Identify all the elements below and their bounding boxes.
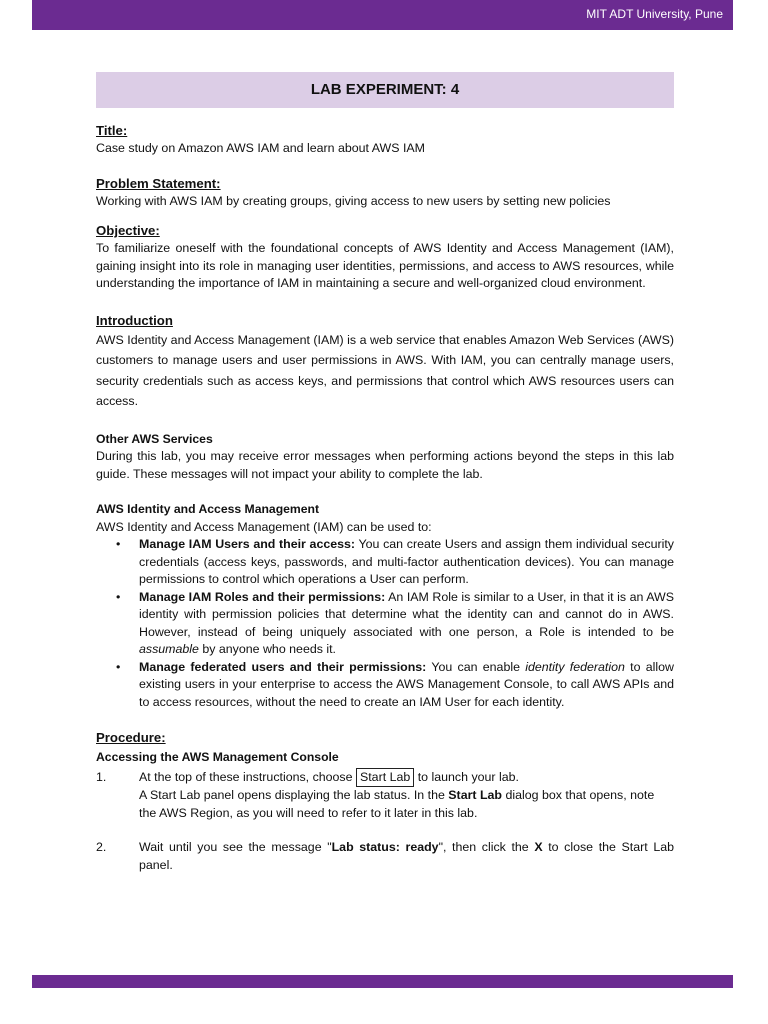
step-detail-text: dialog box that opens, note the AWS Region, as you will need to refer to it later in this lab. [139, 788, 655, 820]
bullet-bold-label: Manage federated users and their permissions: [139, 659, 427, 674]
experiment-title-box [96, 72, 674, 108]
iam-heading: AWS Identity and Access Management [96, 502, 320, 516]
objective-heading: Objective: [96, 223, 160, 238]
step-text: Wait until you see the message " [139, 840, 332, 854]
bullet-text: You can create Users and assign them individual security credentials (access keys, passwords, and multi-factor authentication devices). You can manage permissions to control which operations a User can perform. [139, 537, 675, 586]
bullet-italic-term: identity federation [525, 659, 625, 674]
step-text: to close the Start Lab panel. [139, 840, 674, 872]
other-services-text: During this lab, you may receive error messages when performing actions beyond the steps in this lab guide. These messages will not impact your ability to complete the lab. [96, 449, 674, 481]
procedure-step [96, 767, 674, 787]
title-text: Case study on Amazon AWS IAM and learn about AWS IAM [96, 141, 425, 155]
bullet-italic-term: assumable [139, 642, 199, 656]
procedure-step [96, 839, 674, 874]
list-item [96, 589, 674, 659]
title-heading: Title: [96, 123, 128, 138]
step-detail-text: A Start Lab panel opens displaying the lab status. In the [139, 788, 449, 802]
iam-intro: AWS Identity and Access Management (IAM) can be used to: [96, 519, 432, 534]
problem-heading: Problem Statement: [96, 175, 221, 191]
iam-capabilities-list [96, 536, 674, 711]
bullet-bold-label: Manage IAM Users and their access: [139, 537, 356, 551]
step-number: 1. [96, 770, 107, 784]
experiment-title: LAB EXPERIMENT: 4 [310, 81, 460, 99]
university-name: MIT ADT University, Pune [586, 7, 723, 21]
step-number: 2. [96, 840, 107, 854]
introduction-heading: Introduction [96, 312, 173, 328]
other-services-heading: Other AWS Services [96, 431, 213, 446]
bullet-text: An IAM Role is similar to a User, in that it is an AWS identity with permission policies that determine what the identity can and cannot do in AWS. However, instead of being uniquely associated with one person, a Role is intended to be [139, 589, 674, 639]
problem-text: Working with AWS IAM by creating groups, giving access to new users by setting new policies [96, 193, 611, 208]
bullet-text: by anyone who needs it. [198, 642, 336, 656]
step-detail-bold: Start Lab [448, 788, 502, 802]
header-band [32, 0, 733, 30]
step-text: At the top of these instructions, choose [139, 770, 356, 784]
footer-band [32, 975, 733, 988]
document-body [96, 72, 674, 874]
objective-text: To familiarize oneself with the foundational concepts of AWS Identity and Access Management (IAM), gaining insight into its role in managing user identities, permissions, and access to AWS resources, while understanding the importance of IAM in maintaining a secure and well-organized cloud environment. [96, 241, 674, 290]
step-text: ", then click the [438, 840, 535, 854]
introduction-text: AWS Identity and Access Management (IAM) is a web service that enables Amazon Web Services (AWS) customers to manage users and user permissions in AWS. With IAM, you can centrally manage users, security credentials such as access keys, and permissions that control which AWS resources users can access. [96, 332, 674, 408]
step-text: to launch your lab. [414, 770, 519, 784]
procedure-step-detail [96, 787, 674, 822]
bullet-bold-label: Manage IAM Roles and their permissions: [139, 589, 386, 604]
bullet-text: You can enable [426, 659, 526, 674]
step-bold: Lab status: ready [331, 840, 439, 854]
procedure-heading: Procedure: [96, 730, 166, 745]
list-item [96, 536, 674, 589]
list-item [96, 659, 674, 712]
step-bold: X [534, 840, 543, 854]
start-lab-button-reference: Start Lab [356, 768, 414, 787]
procedure-subheading: Accessing the AWS Management Console [96, 750, 339, 764]
bullet-text: to allow existing users in your enterprise to access the AWS Management Console, to call AWS APIs and to access resources, without the need to create an IAM User for each identity. [139, 659, 674, 709]
